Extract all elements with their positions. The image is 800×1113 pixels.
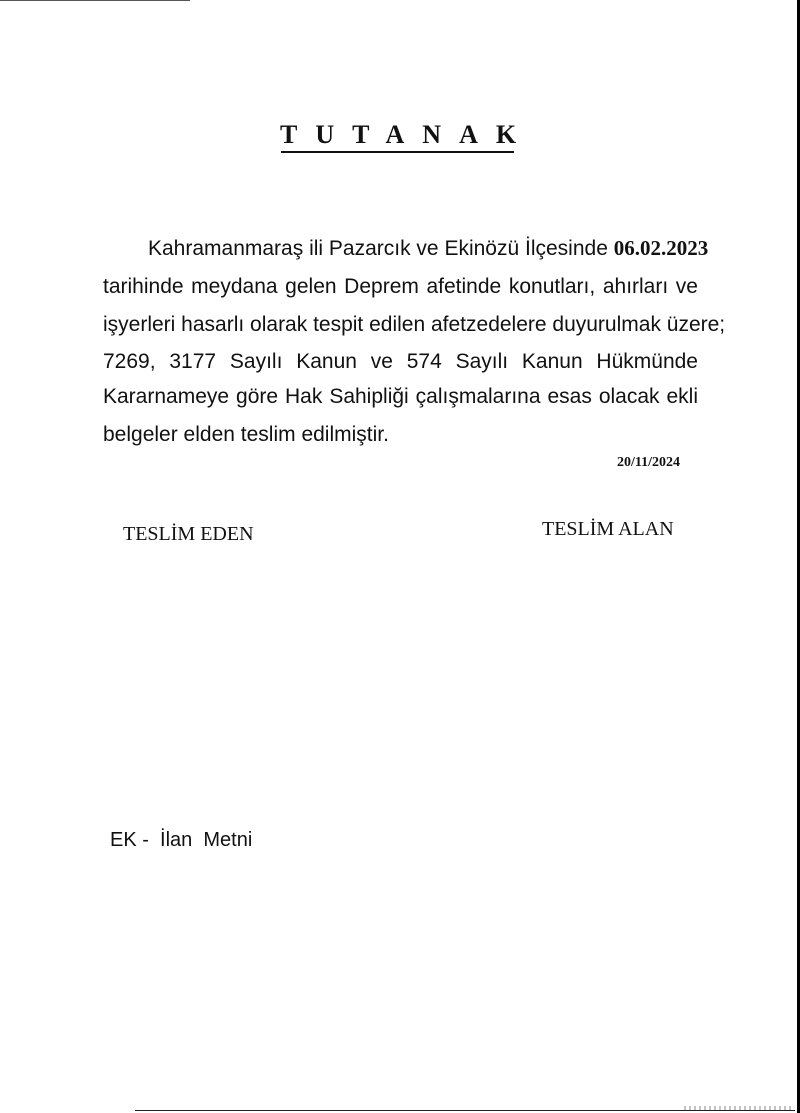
document-title: TUTANAK	[280, 120, 535, 149]
attachment-label: EK - İlan Metni	[110, 829, 253, 851]
paragraph-line-3: işyerleri hasarlı olarak tespit edilen afetzedelere duyurulmak üzere;	[103, 313, 726, 336]
signature-label-delivered-by: TESLİM EDEN	[123, 523, 254, 545]
scan-edge-top	[0, 0, 190, 1]
document-date: 20/11/2024	[617, 455, 681, 470]
paragraph-line-6: belgeler elden teslim edilmiştir.	[103, 423, 389, 446]
paragraph-line-1-text: Kahramanmaraş ili Pazarcık ve Ekinözü İlçesinde	[148, 237, 614, 260]
paragraph-line-2: tarihinde meydana gelen Deprem afetinde konutları, ahırları ve	[103, 275, 698, 298]
paragraph-line-5: Kararnameye göre Hak Sahipliği çalışmalarına esas olacak ekli	[103, 385, 698, 408]
scan-noise	[684, 1106, 794, 1110]
signature-label-received-by: TESLİM ALAN	[542, 518, 674, 540]
title-underline	[281, 151, 514, 153]
paragraph-line-1	[148, 236, 709, 261]
scan-edge-bottom	[135, 1110, 795, 1111]
event-date: 06.02.2023	[613, 236, 709, 260]
paragraph-line-4: 7269, 3177 Sayılı Kanun ve 574 Sayılı Kanun Hükmünde	[103, 350, 698, 373]
